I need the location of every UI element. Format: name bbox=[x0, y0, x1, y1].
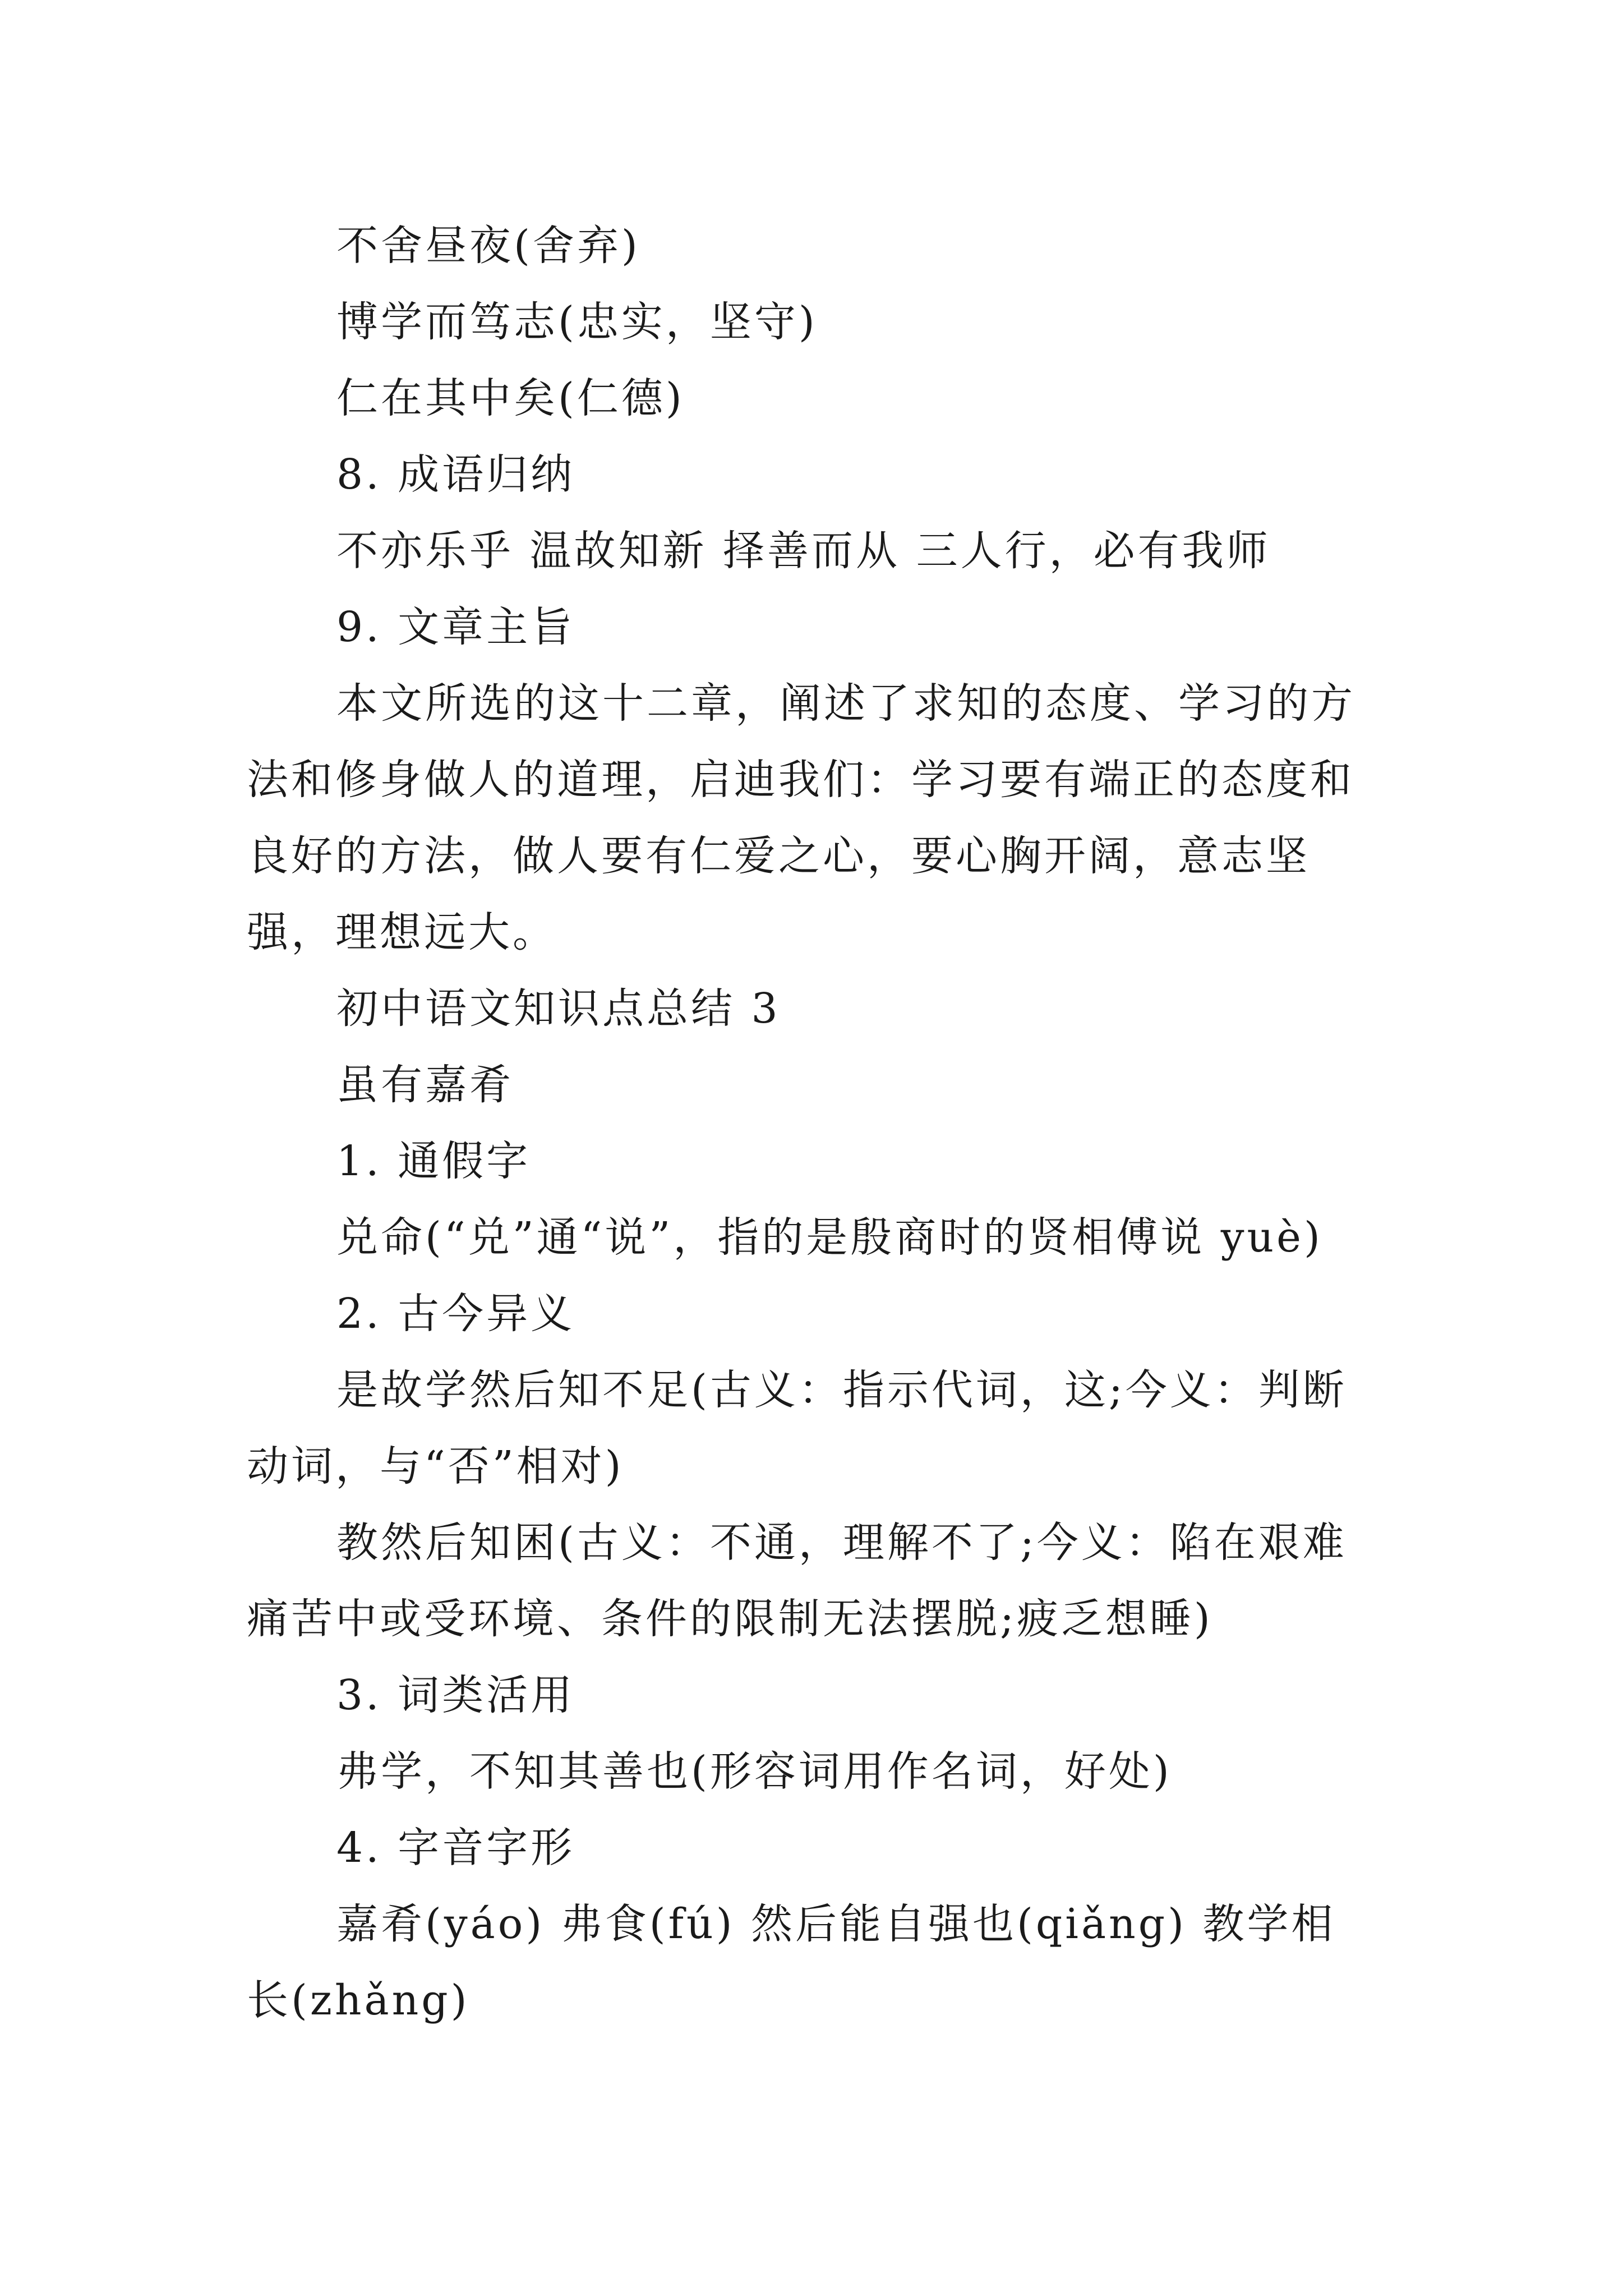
paragraph: 仁在其中矣(仁德) bbox=[336, 374, 685, 422]
paragraph: 不舍昼夜(舍弃) bbox=[336, 222, 640, 270]
paragraph: 不亦乐乎 温故知新 择善而从 三人行，必有我师 bbox=[336, 527, 1271, 575]
section-heading: 9. 文章主旨 bbox=[336, 603, 575, 651]
paragraph: 兑命(“兑”通“说”，指的是殷商时的贤相傅说 yuè) bbox=[336, 1213, 1323, 1262]
section-heading: 4. 字音字形 bbox=[336, 1824, 575, 1872]
document-body bbox=[247, 208, 1380, 2039]
paragraph: 嘉肴(yáo) 弗食(fú) 然后能自强也(qiǎng) 教学相长(zhǎng) bbox=[247, 1900, 1336, 2024]
paragraph: 教然后知困(古义：不通，理解不了;今义：陷在艰难痛苦中或受环境、条件的限制无法摆脱;疲乏想睡) bbox=[247, 1519, 1347, 1643]
section-heading: 2. 古今异义 bbox=[336, 1290, 575, 1338]
paragraph: 本文所选的这十二章，阐述了求知的态度、学习的方法和修身做人的道理，启迪我们：学习要有端正的态度和良好的方法，做人要有仁爱之心，要心胸开阔，意志坚强，理想远大。 bbox=[247, 679, 1355, 956]
paragraph: 是故学然后知不足(古义：指示代词，这;今义：判断动词，与“否”相对) bbox=[247, 1366, 1347, 1490]
section-heading: 1. 通假字 bbox=[336, 1137, 531, 1185]
paragraph: 弗学，不知其善也(形容词用作名词，好处) bbox=[336, 1747, 1172, 1796]
paragraph: 博学而笃志(忠实，坚守) bbox=[336, 298, 818, 346]
section-heading: 3. 词类活用 bbox=[336, 1671, 575, 1719]
lesson-title: 虽有嘉肴 bbox=[336, 1061, 514, 1109]
document-title: 初中语文知识点总结 3 bbox=[336, 984, 781, 1033]
section-heading: 8. 成语归纳 bbox=[336, 450, 575, 499]
